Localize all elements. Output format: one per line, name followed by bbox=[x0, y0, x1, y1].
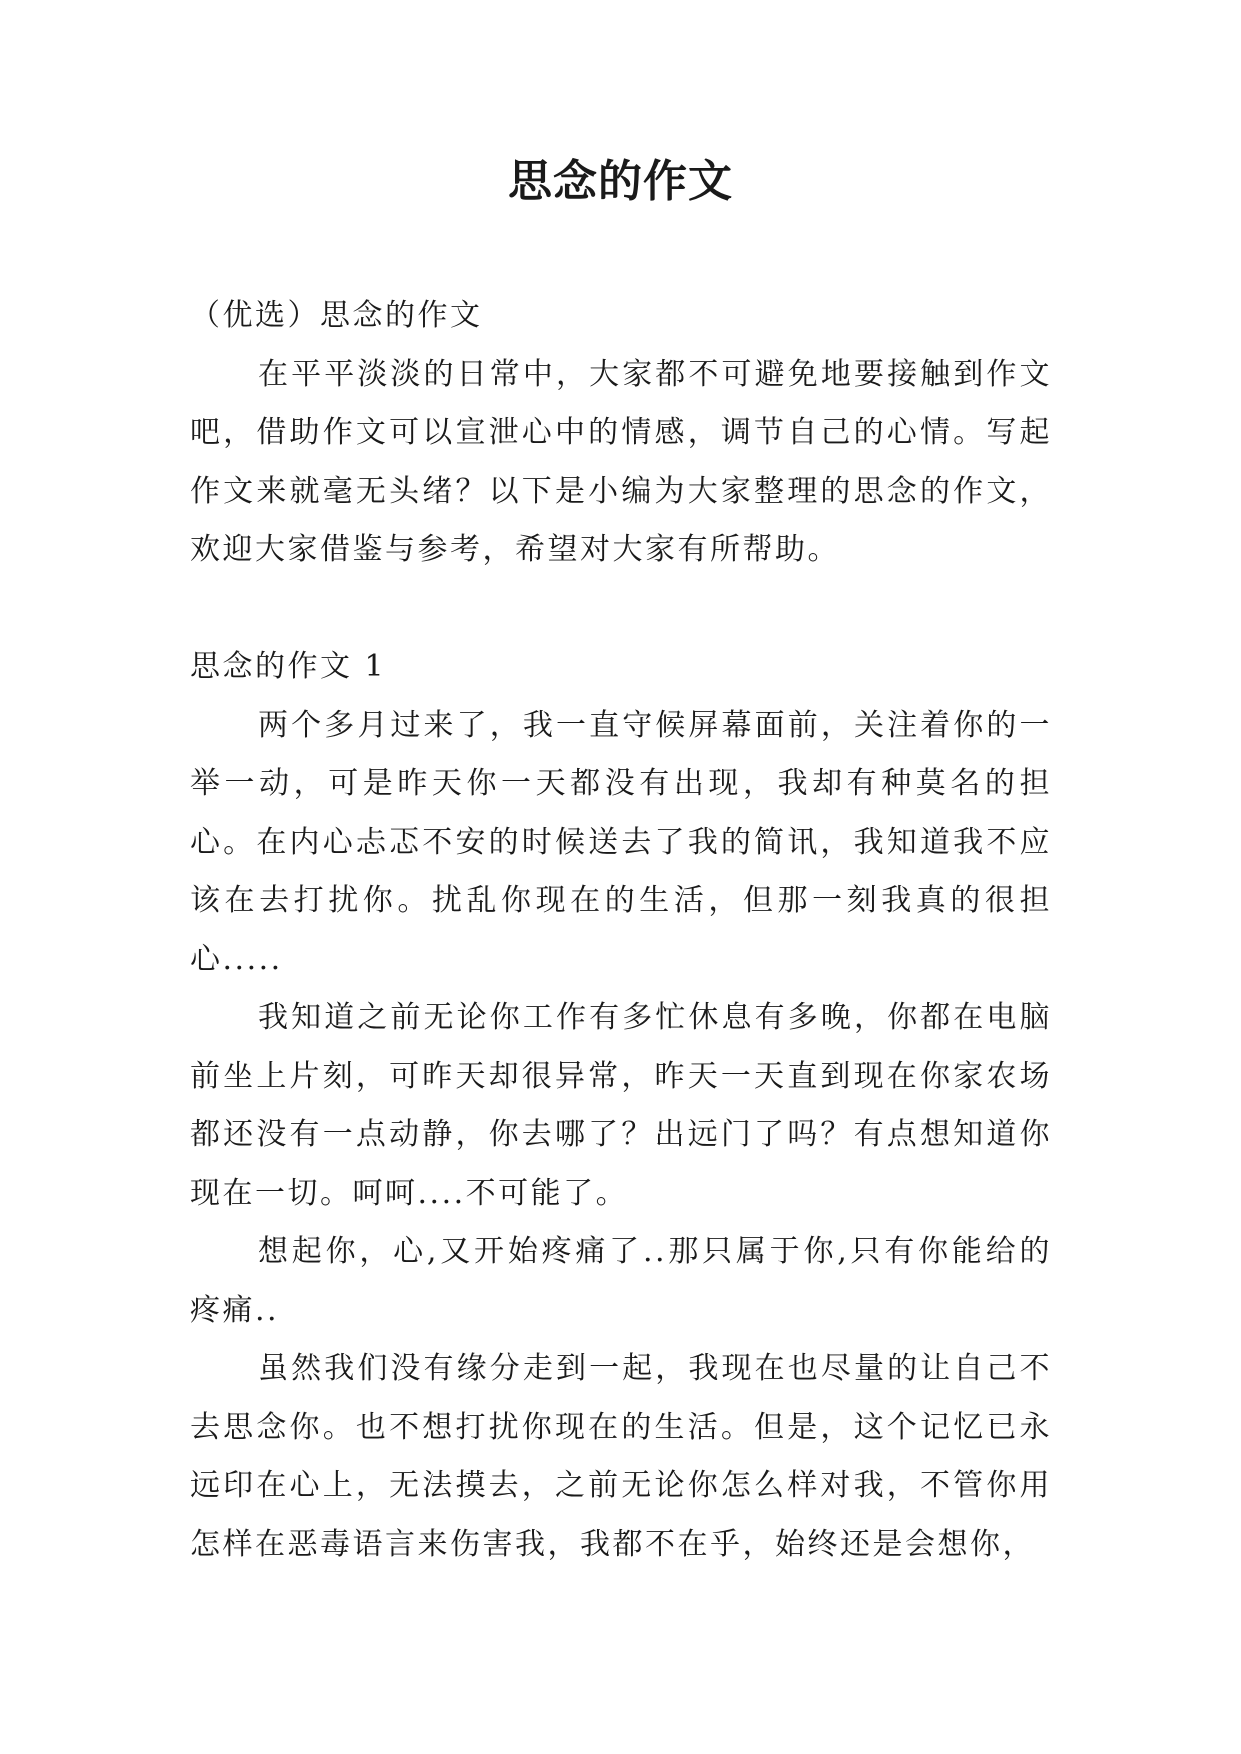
document-body bbox=[190, 287, 1052, 1574]
body-paragraph-3: 想起你，心,又开始疼痛了..那只属于你,只有你能给的疼痛.. bbox=[190, 1234, 1052, 1328]
section-heading: 思念的作文 1 bbox=[190, 649, 387, 684]
body-paragraph-1: 两个多月过来了，我一直守候屏幕面前，关注着你的一举一动，可是昨天你一天都没有出现，我却有种莫名的担心。在内心忐忑不安的时候送去了我的简讯，我知道我不应该在去打扰你。扰乱你现在的生活，但那一刻我真的很担心..... bbox=[190, 707, 1052, 977]
body-paragraph-2: 我知道之前无论你工作有多忙休息有多晚，你都在电脑前坐上片刻，可昨天却很异常，昨天一天直到现在你家农场都还没有一点动静，你去哪了？出远门了吗？有点想知道你现在一切。呵呵....不可能了。 bbox=[190, 1000, 1052, 1211]
body-paragraph-4: 虽然我们没有缘分走到一起，我现在也尽量的让自己不去思念你。也不想打扰你现在的生活。但是，这个记忆已永远印在心上，无法摸去，之前无论你怎么样对我，不管你用怎样在恶毒语言来伤害我，我都不在乎，始终还是会想你， bbox=[190, 1351, 1052, 1562]
document-subtitle: （优选）思念的作文 bbox=[190, 298, 483, 333]
document-title: 思念的作文 bbox=[508, 156, 733, 207]
intro-paragraph: 在平平淡淡的日常中，大家都不可避免地要接触到作文吧，借助作文可以宣泄心中的情感，调节自己的心情。写起作文来就毫无头绪？以下是小编为大家整理的思念的作文，欢迎大家借鉴与参考，希望对大家有所帮助。 bbox=[190, 356, 1052, 567]
